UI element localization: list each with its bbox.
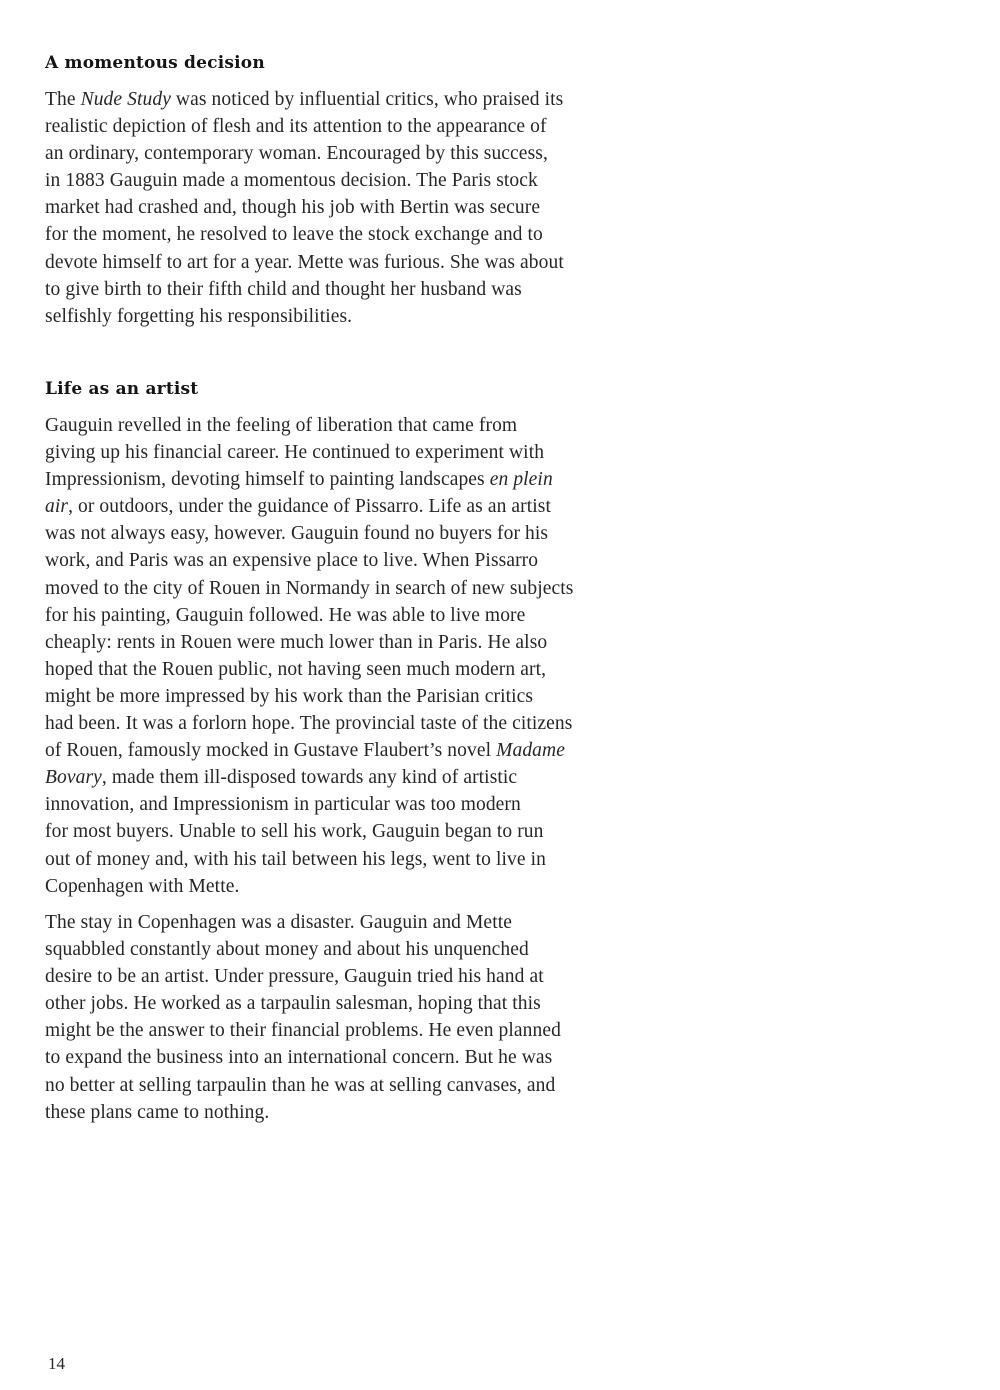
text-run: desire to be an artist. Under pressure, Gauguin tried his hand at: [45, 966, 544, 988]
section-heading-life-as-artist: Life as an artist: [45, 379, 199, 399]
text-line: [45, 439, 665, 466]
text-run: squabbled constantly about money and about his unquenched: [45, 939, 529, 961]
text-line: [45, 791, 665, 818]
text-run: The stay in Copenhagen was a disaster. Gauguin and Mette: [45, 912, 512, 933]
text-run: moved to the city of Rouen in Normandy in search of new subjects: [45, 577, 574, 599]
text-run: these plans came to nothing.: [45, 1101, 270, 1123]
text-run: Gauguin revelled in the feeling of liberation that came from: [45, 415, 518, 436]
text-run: innovation, and Impressionism in particular was too modern: [45, 794, 521, 816]
text-run: market had crashed and, though his job with Bertin was secure: [45, 197, 541, 219]
text-line: [45, 1044, 665, 1071]
text-line: [45, 194, 665, 221]
text-run: other jobs. He worked as a tarpaulin salesman, hoping that this: [45, 993, 541, 1015]
text-run: , made them ill-disposed towards any kind of artistic: [101, 767, 518, 789]
text-run: an ordinary, contemporary woman. Encouraged by this success,: [45, 143, 548, 165]
text-line: [45, 221, 665, 248]
text-run: , or outdoors, under the guidance of Pissarro. Life as an artist: [68, 496, 552, 518]
text-run: selfishly forgetting his responsibilities.: [45, 305, 353, 327]
text-run: giving up his financial career. He continued to experiment with: [45, 442, 545, 464]
text-line: [45, 846, 665, 873]
text-line: [45, 683, 665, 710]
text-run: had been. It was a forlorn hope. The provincial taste of the citizens: [45, 713, 573, 735]
section-heading-momentous-decision: A momentous decision: [45, 53, 265, 73]
text-line: [45, 629, 665, 656]
text-run: to expand the business into an international concern. But he was: [45, 1047, 553, 1069]
italic-title-text: Bovary: [45, 767, 102, 789]
text-line: [45, 1099, 665, 1126]
text-run: for most buyers. Unable to sell his work, Gauguin began to run: [45, 821, 544, 843]
text-run: for his painting, Gauguin followed. He was able to live more: [45, 604, 526, 626]
text-line: [45, 818, 665, 845]
text-line: [45, 276, 665, 303]
text-run: was not always easy, however. Gauguin found no buyers for his: [45, 523, 549, 545]
text-line: [45, 113, 665, 140]
text-run: work, and Paris was an expensive place to live. When Pissarro: [45, 550, 539, 572]
italic-title-text: Madame: [496, 740, 565, 762]
text-run: was noticed by influential critics, who praised its: [170, 89, 564, 110]
text-run: for the moment, he resolved to leave the stock exchange and to: [45, 224, 543, 246]
text-run: might be more impressed by his work than the Parisian critics: [45, 685, 534, 707]
text-line: [45, 909, 665, 936]
text-line: [45, 547, 665, 574]
text-run: The: [45, 89, 81, 110]
text-line: [45, 873, 665, 900]
paragraph-life-as-artist-copenhagen: [45, 909, 665, 1126]
italic-title-text: air: [45, 496, 69, 518]
text-line: [45, 602, 665, 629]
text-run: no better at selling tarpaulin than he was at selling canvases, and: [45, 1074, 556, 1096]
text-line: [45, 656, 665, 683]
italic-title-text: en plein: [489, 469, 553, 491]
text-line: [45, 963, 665, 990]
text-run: out of money and, with his tail between his legs, went to live in: [45, 848, 546, 870]
text-run: Impressionism, devoting himself to painting landscapes: [45, 469, 490, 491]
text-run: cheaply: rents in Rouen were much lower than in Paris. He also: [45, 631, 548, 653]
text-line: [45, 990, 665, 1017]
text-run: hoped that the Rouen public, not having seen much modern art,: [45, 658, 547, 680]
text-line: [45, 140, 665, 167]
page-number: 14: [48, 1354, 65, 1373]
text-run: to give birth to their fifth child and thought her husband was: [45, 278, 522, 300]
text-line: [45, 764, 665, 791]
text-line: [45, 1072, 665, 1099]
text-run: of Rouen, famously mocked in Gustave Flaubert’s novel: [45, 740, 497, 762]
text-run: in 1883 Gauguin made a momentous decision. The Paris stock: [45, 170, 538, 192]
paragraph-momentous-decision: [45, 86, 665, 330]
text-line: [45, 167, 665, 194]
text-run: might be the answer to their financial problems. He even planned: [45, 1020, 561, 1042]
italic-title-text: Nude Study: [80, 89, 171, 110]
text-line: [45, 249, 665, 276]
paragraph-life-as-artist-rouen: [45, 412, 665, 900]
text-run: realistic depiction of flesh and its attention to the appearance of: [45, 116, 547, 138]
text-line: [45, 412, 665, 439]
text-run: devote himself to art for a year. Mette was furious. She was about: [45, 251, 564, 273]
text-line: [45, 520, 665, 547]
text-run: Copenhagen with Mette.: [45, 875, 240, 897]
text-line: [45, 936, 665, 963]
text-line: [45, 86, 665, 113]
text-line: [45, 466, 665, 493]
text-line: [45, 303, 665, 330]
text-line: [45, 737, 665, 764]
text-line: [45, 493, 665, 520]
text-line: [45, 710, 665, 737]
text-line: [45, 575, 665, 602]
text-line: [45, 1017, 665, 1044]
